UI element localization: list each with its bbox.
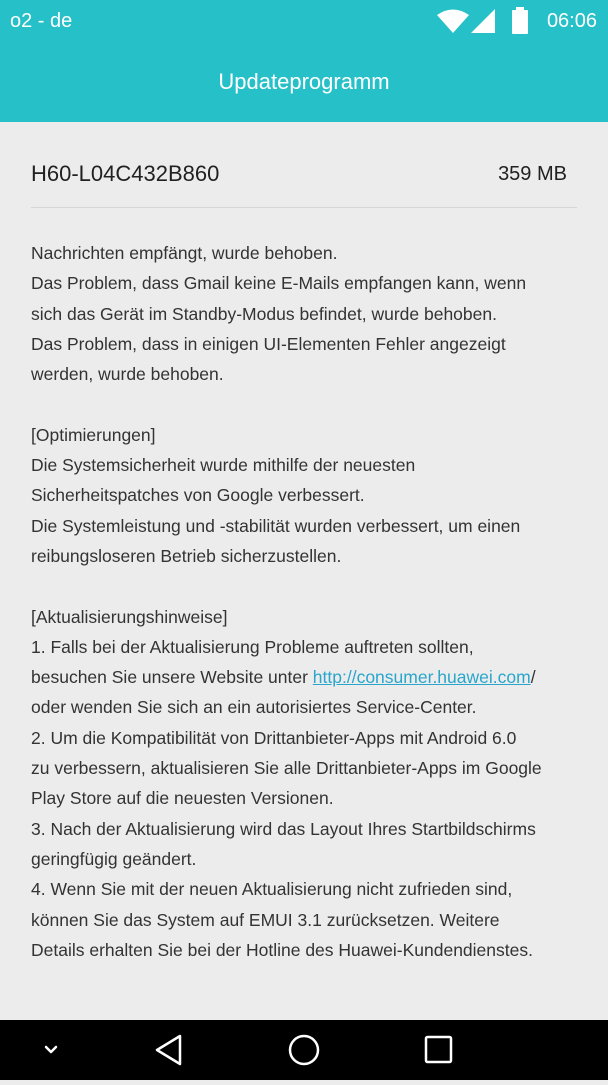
release-notes	[31, 238, 591, 965]
recents-icon	[418, 1020, 458, 1080]
page-title: Updateprogramm	[218, 69, 390, 94]
release-notes-line: Sicherheitspatches von Google verbessert.	[31, 485, 365, 506]
release-notes-line: 3. Nach der Aktualisierung wird das Layout Ihres Startbildschirms	[31, 818, 536, 839]
release-notes-line: Das Problem, dass Gmail keine E-Mails empfangen kann, wenn	[31, 273, 527, 294]
carrier-label: o2 - de	[10, 10, 73, 32]
release-notes-line: werden, wurde behoben.	[31, 364, 224, 385]
update-details[interactable]	[0, 122, 608, 1020]
blank-line	[31, 571, 591, 601]
release-notes-line: [Optimierungen]	[31, 424, 156, 445]
release-notes-line: Details erhalten Sie bei der Hotline des Huawei-Kundendienstes.	[31, 939, 533, 960]
hide-navbar-button[interactable]	[36, 1020, 66, 1080]
divider	[31, 207, 577, 208]
release-notes-line: können Sie das System auf EMUI 3.1 zurücksetzen. Weitere	[31, 909, 500, 930]
navigation-bar	[0, 1020, 608, 1080]
update-size: 359 MB	[498, 163, 567, 185]
release-notes-line: Das Problem, dass in einigen UI-Elementen Fehler angezeigt	[31, 333, 506, 354]
home-icon	[284, 1020, 324, 1080]
release-notes-line: oder wenden Sie sich an ein autorisiertes Service-Center.	[31, 697, 477, 718]
release-notes-line: 2. Um die Kompatibilität von Drittanbieter-Apps mit Android 6.0	[31, 727, 517, 748]
status-bar	[0, 0, 608, 44]
release-notes-line: Die Systemsicherheit wurde mithilfe der neuesten	[31, 455, 416, 476]
release-notes-line	[31, 662, 591, 692]
release-notes-line: 4. Wenn Sie mit der neuen Aktualisierung nicht zufrieden sind,	[31, 879, 513, 900]
recents-button[interactable]	[418, 1020, 458, 1080]
app-bar	[0, 44, 608, 122]
release-notes-line: 1. Falls bei der Aktualisierung Probleme auftreten sollten,	[31, 636, 474, 657]
battery-icon	[511, 7, 529, 35]
clock: 06:06	[546, 10, 597, 32]
release-notes-line: sich das Gerät im Standby-Modus befindet, wurde behoben.	[31, 303, 497, 324]
release-notes-line: Nachrichten empfängt, wurde behoben.	[31, 243, 338, 263]
back-button[interactable]	[150, 1020, 190, 1080]
update-version: H60-L04C432B860	[31, 161, 220, 186]
wifi-icon	[436, 8, 470, 34]
blank-line	[31, 389, 591, 419]
release-notes-line: reibungsloseren Betrieb sicherzustellen.	[31, 545, 342, 566]
signal-icon	[470, 8, 496, 34]
release-notes-line: zu verbessern, aktualisieren Sie alle Drittanbieter-Apps im Google	[31, 758, 542, 779]
chevron-down-icon	[36, 1020, 66, 1080]
release-notes-line: Die Systemleistung und -stabilität wurden verbessert, um einen	[31, 515, 521, 536]
huawei-website-link[interactable]: http://consumer.huawei.com	[312, 667, 531, 688]
link-prefix-text: besuchen Sie unsere Website unter	[31, 667, 313, 688]
release-notes-line: geringfügig geändert.	[31, 848, 197, 869]
release-notes-line: Play Store auf die neuesten Versionen.	[31, 788, 334, 809]
home-button[interactable]	[284, 1020, 324, 1080]
release-notes-line: [Aktualisierungshinweise]	[31, 606, 228, 627]
link-suffix-text: /	[530, 667, 536, 688]
back-icon	[150, 1020, 190, 1080]
